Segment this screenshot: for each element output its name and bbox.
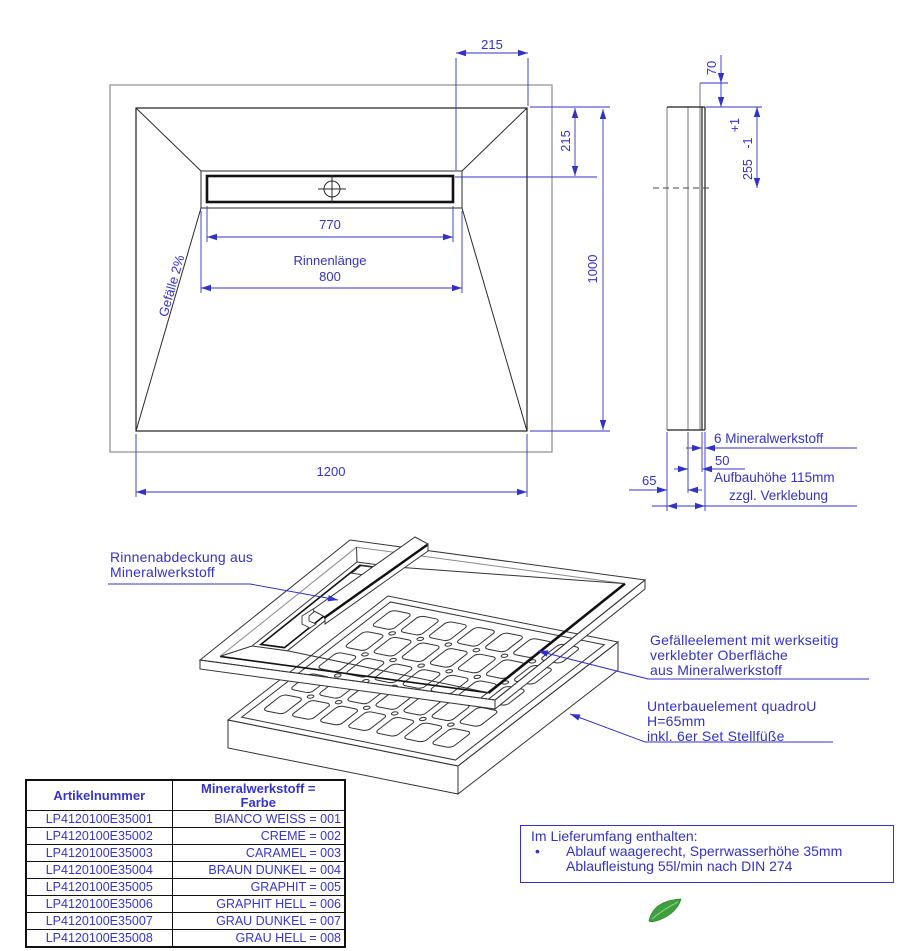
slope-element-label xyxy=(650,633,839,678)
header-col2-line1: Mineralwerkstoff = xyxy=(200,780,316,796)
base-label-line3: inkl. 6er Set Stellfüße xyxy=(647,728,785,744)
delivery-contents-box xyxy=(520,825,894,883)
plan-view-drawing xyxy=(110,53,610,497)
drain-crosshair-icon xyxy=(318,175,346,203)
delivery-item-line1: Ablauf waagerecht, Sperrwasserhöhe 35mm xyxy=(566,843,843,859)
tolerance-plus: +1 xyxy=(728,118,742,133)
leaf-icon xyxy=(649,899,681,922)
dim-770-label: 770 xyxy=(319,217,341,232)
article-number: LP4120100E35004 xyxy=(26,862,172,879)
base-label-line2: H=65mm xyxy=(647,713,706,729)
color-code: GRAPHIT = 005 xyxy=(172,879,345,896)
table-row xyxy=(26,862,345,879)
slope-label-line3: aus Mineralwerkstoff xyxy=(650,662,783,678)
slope-label-line2: verklebter Oberfläche xyxy=(650,647,789,663)
color-code: GRAU HELL = 008 xyxy=(172,930,345,948)
build-height-label-line2: zzgl. Verklebung xyxy=(729,488,829,503)
table-header-row xyxy=(26,780,345,811)
delivery-item-line2: Ablaufleistung 55l/min nach DIN 274 xyxy=(566,858,793,874)
article-number-table xyxy=(25,779,346,948)
article-number: LP4120100E35008 xyxy=(26,930,172,948)
dim-255-tolerance-label xyxy=(729,114,755,180)
slope-percent-label: Gefälle 2% xyxy=(155,253,188,319)
color-code: GRAU DUNKEL = 007 xyxy=(172,913,345,930)
table-row xyxy=(26,930,345,948)
tolerance-minus: -1 xyxy=(741,137,755,149)
table-row xyxy=(26,845,345,862)
dim-800-label: 800 xyxy=(319,269,341,284)
dim-65-label: 65 xyxy=(642,473,657,488)
base-label-line1: Unterbauelement quadroU xyxy=(647,698,817,714)
header-artikelnummer: Artikelnummer xyxy=(26,780,172,811)
article-number: LP4120100E35003 xyxy=(26,845,172,862)
channel-length-label: Rinnenlänge xyxy=(293,253,367,268)
header-mineralwerkstoff xyxy=(172,780,345,811)
article-number: LP4120100E35002 xyxy=(26,828,172,845)
bullet-icon: • xyxy=(535,843,540,859)
cover-label xyxy=(110,550,253,580)
color-code: BIANCO WEISS = 001 xyxy=(172,811,345,828)
table-row xyxy=(26,913,345,930)
table-row xyxy=(26,879,345,896)
base-element-label xyxy=(647,699,817,744)
color-code: CARAMEL = 003 xyxy=(172,845,345,862)
layer-6-mineral-label: 6 Mineralwerkstoff xyxy=(714,431,824,446)
dim-70-label: 70 xyxy=(704,60,719,76)
dim-1200-label: 1200 xyxy=(316,464,346,479)
dim-50-label: 50 xyxy=(715,453,730,468)
article-number: LP4120100E35001 xyxy=(26,811,172,828)
delivery-box-title: Im Lieferumfang enthalten: xyxy=(531,828,698,844)
dim-215-right-label: 215 xyxy=(558,130,573,152)
build-height-label-line1: Aufbauhöhe 115mm xyxy=(714,470,835,485)
article-number: LP4120100E35007 xyxy=(26,913,172,930)
color-code: BRAUN DUNKEL = 004 xyxy=(172,862,345,879)
dim-255-value: 255 xyxy=(741,159,755,180)
dim-215-top-label: 215 xyxy=(481,37,503,52)
color-code: CREME = 002 xyxy=(172,828,345,845)
table-row xyxy=(26,828,345,845)
table-row xyxy=(26,896,345,913)
cover-label-line1: Rinnenabdeckung aus xyxy=(110,549,254,565)
article-number: LP4120100E35005 xyxy=(26,879,172,896)
header-col2-line2: Farbe xyxy=(240,794,276,810)
color-code: GRAPHIT HELL = 006 xyxy=(172,896,345,913)
article-number: LP4120100E35006 xyxy=(26,896,172,913)
slope-label-line1: Gefälleelement mit werkseitig xyxy=(650,632,839,648)
dim-1000-label: 1000 xyxy=(585,254,600,284)
table-row xyxy=(26,811,345,828)
cover-label-line2: Mineralwerkstoff xyxy=(110,564,215,580)
